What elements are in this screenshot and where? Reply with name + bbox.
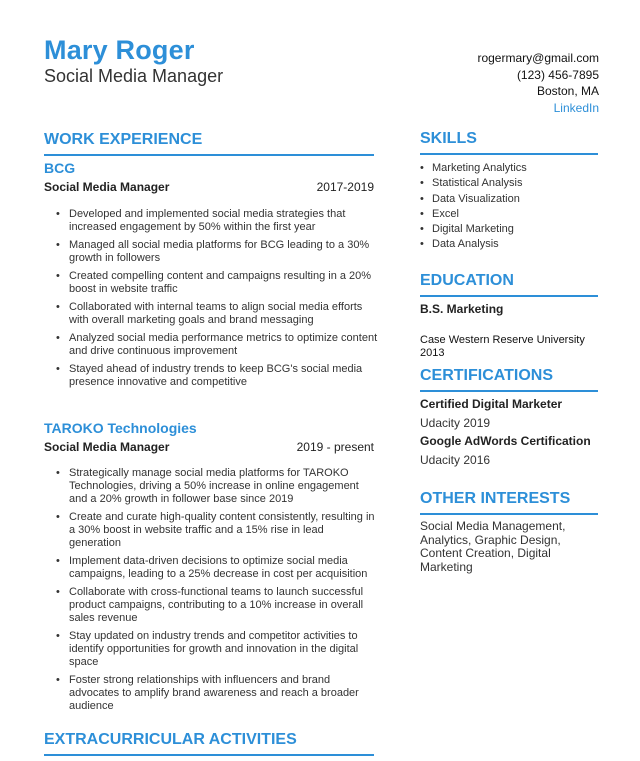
certifications-heading: CERTIFICATIONS — [420, 367, 598, 392]
job-role-row — [44, 180, 374, 194]
education-heading: EDUCATION — [420, 272, 598, 297]
education-degree: B.S. Marketing — [420, 302, 504, 316]
list-item: • Data Visualization — [420, 192, 598, 207]
certification-name: Certified Digital Marketer — [420, 397, 563, 411]
list-item: • Data Analysis — [420, 237, 598, 252]
contact-email[interactable]: rogermary@gmail.com — [477, 51, 599, 65]
job-dates: 2019 - present — [296, 440, 374, 454]
list-item: • Collaborate with cross-functional teams to launch successful product campaigns, contributing to a 10% increase in overall sales revenue — [44, 586, 378, 625]
list-item: • Stayed ahead of industry trends to keep BCG's social media presence innovative and competitive — [44, 363, 378, 389]
list-item: • Created compelling content and campaigns resulting in a 20% boost in website traffic — [44, 270, 378, 296]
list-item: • Analyzed social media performance metrics to optimize content and drive continuous improvement — [44, 332, 378, 358]
list-item: • Stay updated on industry trends and competitor activities to identify opportunities for growth and innovation in the digital space — [44, 630, 378, 669]
linkedin-link[interactable]: LinkedIn — [553, 100, 599, 115]
list-item: • Collaborated with internal teams to align social media efforts with overall marketing goals and brand messaging — [44, 301, 378, 327]
job-role: Social Media Manager — [44, 180, 170, 194]
contact-phone: (123) 456-7895 — [516, 67, 599, 82]
work-experience-heading: WORK EXPERIENCE — [44, 131, 374, 156]
list-item: • Marketing Analytics — [420, 161, 598, 176]
list-item: • Developed and implemented social media strategies that increased engagement by 50% within the first year — [44, 208, 378, 234]
contact-location: Boston, MA — [536, 84, 599, 98]
list-item: • Create and curate high-quality content consistently, resulting in a 30% boost in website traffic and a 15% rise in lead generation — [44, 511, 378, 550]
education-year: 2013 — [420, 347, 445, 359]
job-role: Social Media Manager — [44, 440, 170, 454]
list-item: • Implement data-driven decisions to optimize social media campaigns, leading to a 25% decrease in cost per acquisition — [44, 555, 378, 581]
list-item: • Managed all social media platforms for BCG leading to a 30% growth in followers — [44, 239, 378, 265]
certification-name: Google AdWords Certification — [420, 434, 591, 448]
list-item: • Foster strong relationships with influencers and brand advocates to amplify brand awareness and reach a broader audience — [44, 674, 378, 713]
company-name: BCG — [44, 160, 76, 176]
skills-list — [420, 161, 598, 253]
list-item: • Digital Marketing — [420, 222, 598, 237]
certification-issuer: Udacity 2016 — [420, 453, 491, 467]
list-item: • Excel — [420, 207, 598, 222]
skills-heading: SKILLS — [420, 130, 598, 155]
list-item: • Statistical Analysis — [420, 176, 598, 191]
company-name: TAROKO Technologies — [44, 420, 197, 436]
certification-issuer: Udacity 2019 — [420, 416, 491, 430]
interests-heading: OTHER INTERESTS — [420, 490, 598, 515]
contact-block — [477, 50, 599, 116]
extracurricular-heading: EXTRACURRICULAR ACTIVITIES — [44, 731, 374, 756]
job-bullets — [44, 467, 378, 718]
interests-text: Social Media Management, Analytics, Graphic Design, Content Creation, Digital Marketing — [420, 519, 566, 574]
job-role-row — [44, 440, 374, 454]
candidate-name: Mary Roger — [44, 35, 195, 65]
job-dates: 2017-2019 — [316, 180, 374, 194]
candidate-title: Social Media Manager — [44, 66, 224, 86]
education-school: Case Western Reserve University — [420, 334, 585, 346]
education-school-block — [420, 334, 600, 360]
job-bullets — [44, 208, 378, 394]
list-item: • Strategically manage social media platforms for TAROKO Technologies, driving a 50% increase in online engagement and a 20% growth in follower base since 2019 — [44, 467, 378, 506]
